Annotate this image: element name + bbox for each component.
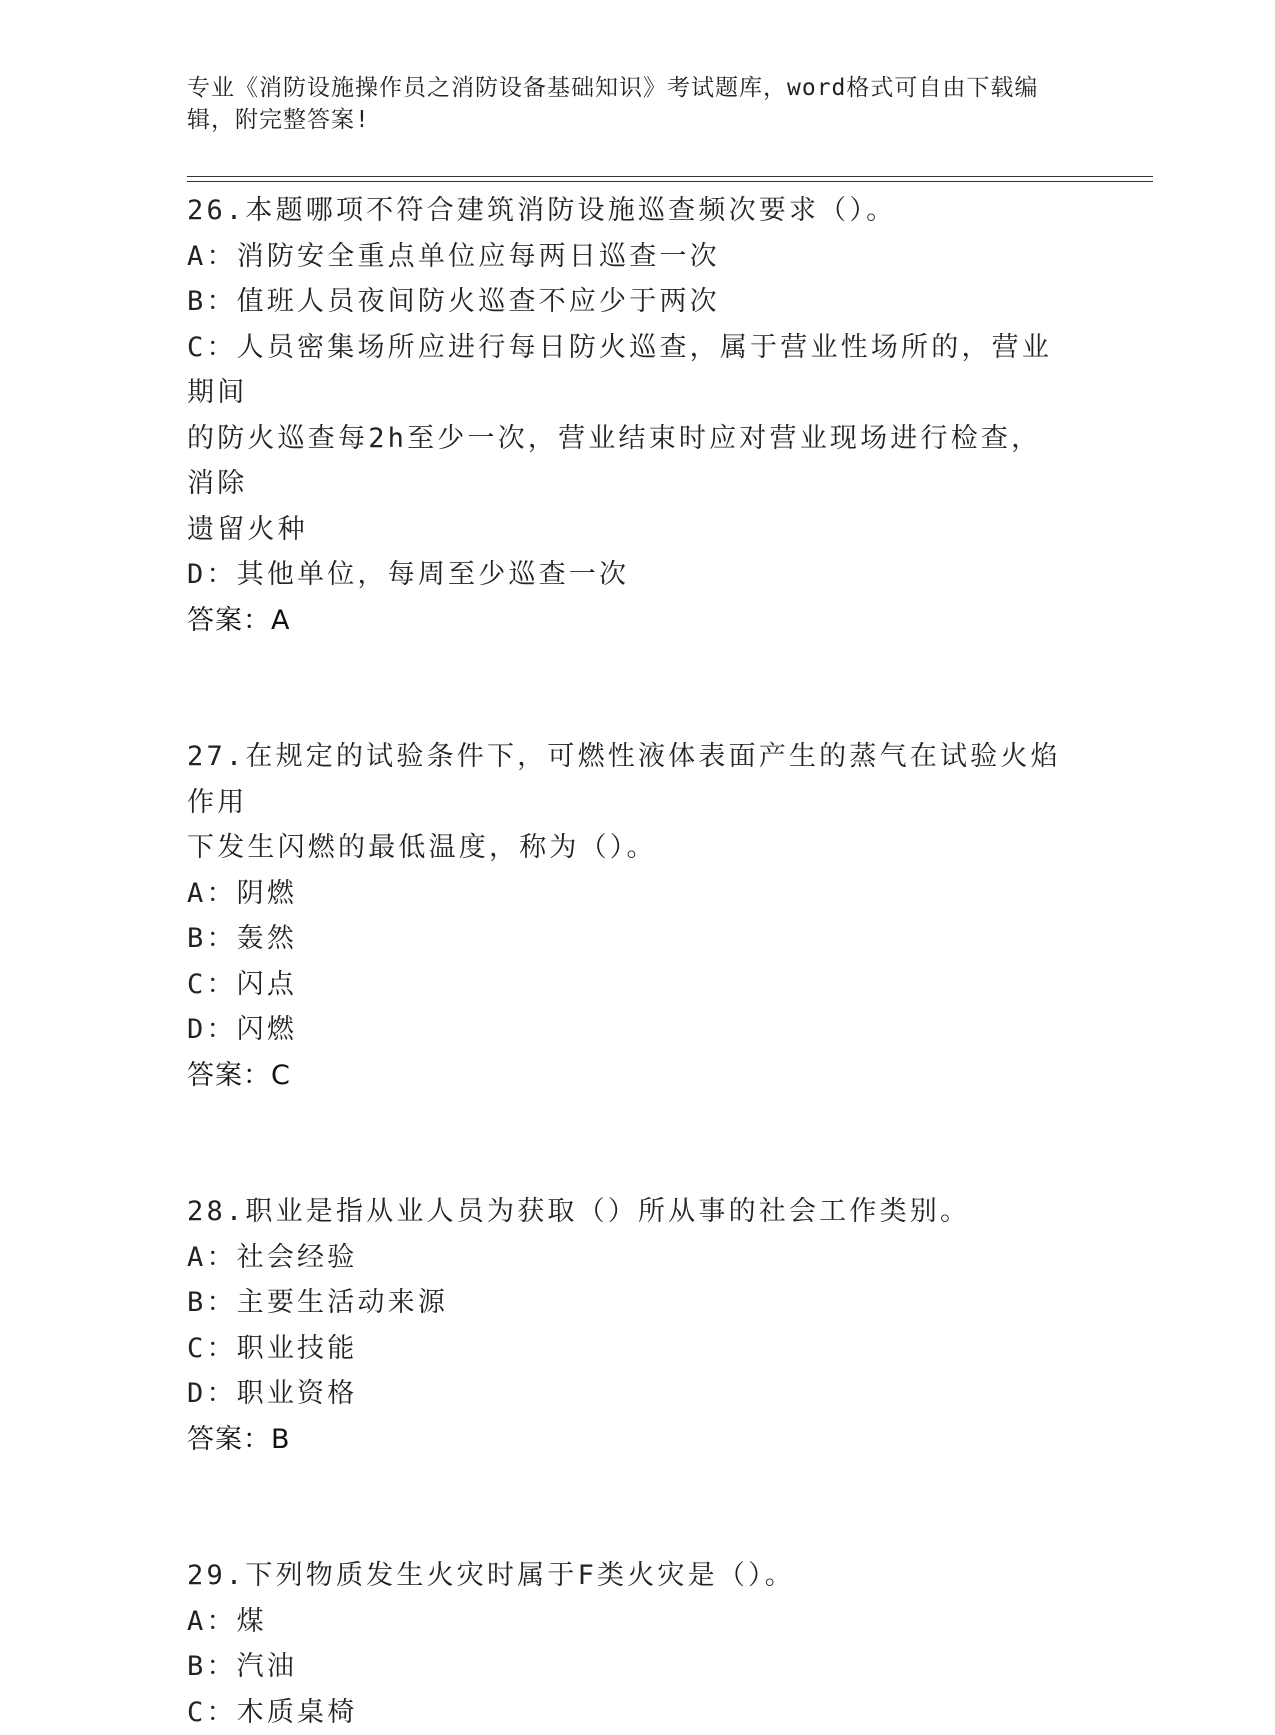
option-d: D：闪燃 [187, 1007, 1067, 1053]
question-stem: 29.下列物质发生火灾时属于F类火灾是（）。 [187, 1553, 1067, 1599]
option-b: B：轰然 [187, 916, 1067, 962]
option-d: D：其他单位，每周至少巡查一次 [187, 552, 1067, 598]
question-item [187, 1553, 1067, 1735]
option-a: A：消防安全重点单位应每两日巡查一次 [187, 234, 1067, 280]
question-stem: 下发生闪燃的最低温度，称为（）。 [187, 825, 1067, 871]
document-intro: 专业《消防设施操作员之消防设备基础知识》考试题库，word格式可自由下载编辑，附完整答案! [187, 72, 1067, 136]
option-b: B：汽油 [187, 1644, 1067, 1690]
option-c: C：闪点 [187, 962, 1067, 1008]
option-c: C：职业技能 [187, 1326, 1067, 1372]
question-list [187, 188, 1067, 1735]
option-b: B：值班人员夜间防火巡查不应少于两次 [187, 279, 1067, 325]
question-item [187, 188, 1067, 643]
question-spacer [187, 1462, 1067, 1553]
header-divider-top [187, 176, 1153, 177]
option-c: C：人员密集场所应进行每日防火巡查，属于营业性场所的，营业期间 [187, 325, 1067, 416]
option-a: A：阴燃 [187, 871, 1067, 917]
question-stem: 28.职业是指从业人员为获取（）所从事的社会工作类别。 [187, 1189, 1067, 1235]
option-d: D：职业资格 [187, 1371, 1067, 1417]
question-spacer [187, 643, 1067, 734]
option-a: A：社会经验 [187, 1235, 1067, 1281]
option-c: 的防火巡查每2h至少一次，营业结束时应对营业现场进行检查，消除 [187, 416, 1067, 507]
question-spacer [187, 1098, 1067, 1189]
option-a: A：煤 [187, 1599, 1067, 1645]
answer-label: 答案：C [187, 1053, 1067, 1099]
question-stem: 27.在规定的试验条件下，可燃性液体表面产生的蒸气在试验火焰作用 [187, 734, 1067, 825]
question-item [187, 734, 1067, 1098]
option-b: B：主要生活动来源 [187, 1280, 1067, 1326]
question-item [187, 1189, 1067, 1462]
question-stem: 26.本题哪项不符合建筑消防设施巡查频次要求（）。 [187, 188, 1067, 234]
answer-label: 答案：A [187, 598, 1067, 644]
header-divider-bottom [187, 181, 1153, 182]
answer-label: 答案：B [187, 1417, 1067, 1463]
option-c: 遗留火种 [187, 507, 1067, 553]
option-c: C：木质桌椅 [187, 1690, 1067, 1735]
